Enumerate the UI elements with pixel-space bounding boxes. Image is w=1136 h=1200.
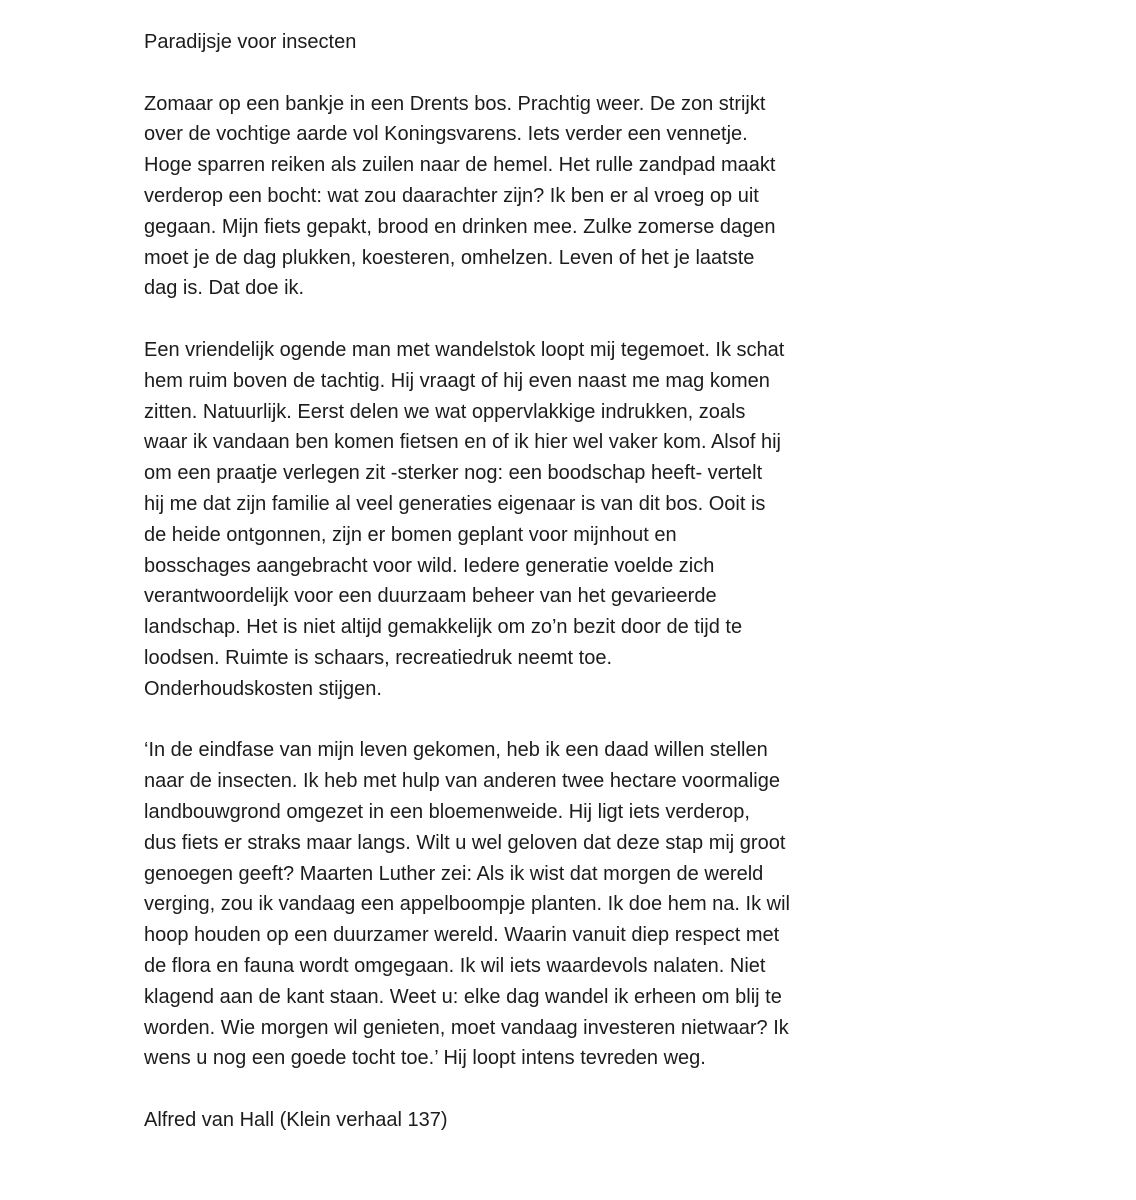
text-line: bosschages aangebracht voor wild. Iedere generatie voelde zich	[144, 554, 715, 577]
text-line: Onderhoudskosten stijgen.	[144, 677, 382, 700]
text-line: wens u nog een goede tocht toe.’ Hij loopt intens tevreden weg.	[144, 1047, 706, 1070]
paragraph-3	[144, 735, 844, 1074]
text-line: loodsen. Ruimte is schaars, recreatiedruk neemt toe.	[144, 646, 612, 669]
text-line: landschap. Het is niet altijd gemakkelijk om zo’n bezit door de tijd te	[144, 616, 743, 639]
text-line: de heide ontgonnen, zijn er bomen geplant voor mijnhout en	[144, 523, 677, 546]
text-line: ‘In de eindfase van mijn leven gekomen, heb ik een daad willen stellen	[144, 739, 768, 762]
text-line: dus fiets er straks maar langs. Wilt u wel geloven dat deze stap mij groot	[144, 831, 786, 854]
text-line: hoop houden op een duurzamer wereld. Waarin vanuit diep respect met	[144, 924, 780, 947]
text-line: dag is. Dat doe ik.	[144, 277, 305, 300]
paragraph-2	[144, 335, 844, 705]
text-line: landbouwgrond omgezet in een bloemenweide. Hij ligt iets verderop,	[144, 800, 750, 823]
text-line: verantwoordelijk voor een duurzaam beheer van het gevarieerde	[144, 585, 717, 608]
text-line: Een vriendelijk ogende man met wandelstok loopt mij tegemoet. Ik schat	[144, 338, 785, 361]
text-line: Zomaar op een bankje in een Drents bos. Prachtig weer. De zon strijkt	[144, 92, 766, 115]
text-line: over de vochtige aarde vol Koningsvarens. Iets verder een vennetje.	[144, 123, 748, 146]
text-line: worden. Wie morgen wil genieten, moet vandaag investeren nietwaar? Ik	[144, 1016, 789, 1039]
document	[144, 27, 844, 1136]
text-line: zitten. Natuurlijk. Eerst delen we wat oppervlakkige indrukken, zoals	[144, 400, 746, 423]
text-line: om een praatje verlegen zit -sterker nog: een boodschap heeft- vertelt	[144, 462, 763, 485]
text-line: verging, zou ik vandaag een appelboompje planten. Ik doe hem na. Ik wil	[144, 893, 790, 916]
document-title: Paradijsje voor insecten	[144, 31, 357, 53]
text-line: naar de insecten. Ik heb met hulp van anderen twee hectare voormalige	[144, 770, 780, 793]
text-line: waar ik vandaan ben komen fietsen en of ik hier wel vaker kom. Alsof hij	[144, 431, 781, 454]
text-line: hem ruim boven de tachtig. Hij vraagt of hij even naast me mag komen	[144, 369, 770, 392]
text-line: gegaan. Mijn fiets gepakt, brood en drinken mee. Zulke zomerse dagen	[144, 215, 776, 238]
text-line: de flora en fauna wordt omgegaan. Ik wil iets waardevols nalaten. Niet	[144, 954, 766, 977]
text-line: moet je de dag plukken, koesteren, omhelzen. Leven of het je laatste	[144, 246, 755, 269]
text-line: verderop een bocht: wat zou daarachter zijn? Ik ben er al vroeg op uit	[144, 184, 759, 207]
paragraph-1	[144, 89, 844, 305]
text-line: hij me dat zijn familie al veel generaties eigenaar is van dit bos. Ooit is	[144, 492, 766, 515]
author-signature: Alfred van Hall (Klein verhaal 137)	[144, 1108, 448, 1131]
text-line: klagend aan de kant staan. Weet u: elke dag wandel ik erheen om blij te	[144, 985, 782, 1008]
text-line: genoegen geeft? Maarten Luther zei: Als ik wist dat morgen de wereld	[144, 862, 764, 885]
text-line: Hoge sparren reiken als zuilen naar de hemel. Het rulle zandpad maakt	[144, 154, 776, 177]
